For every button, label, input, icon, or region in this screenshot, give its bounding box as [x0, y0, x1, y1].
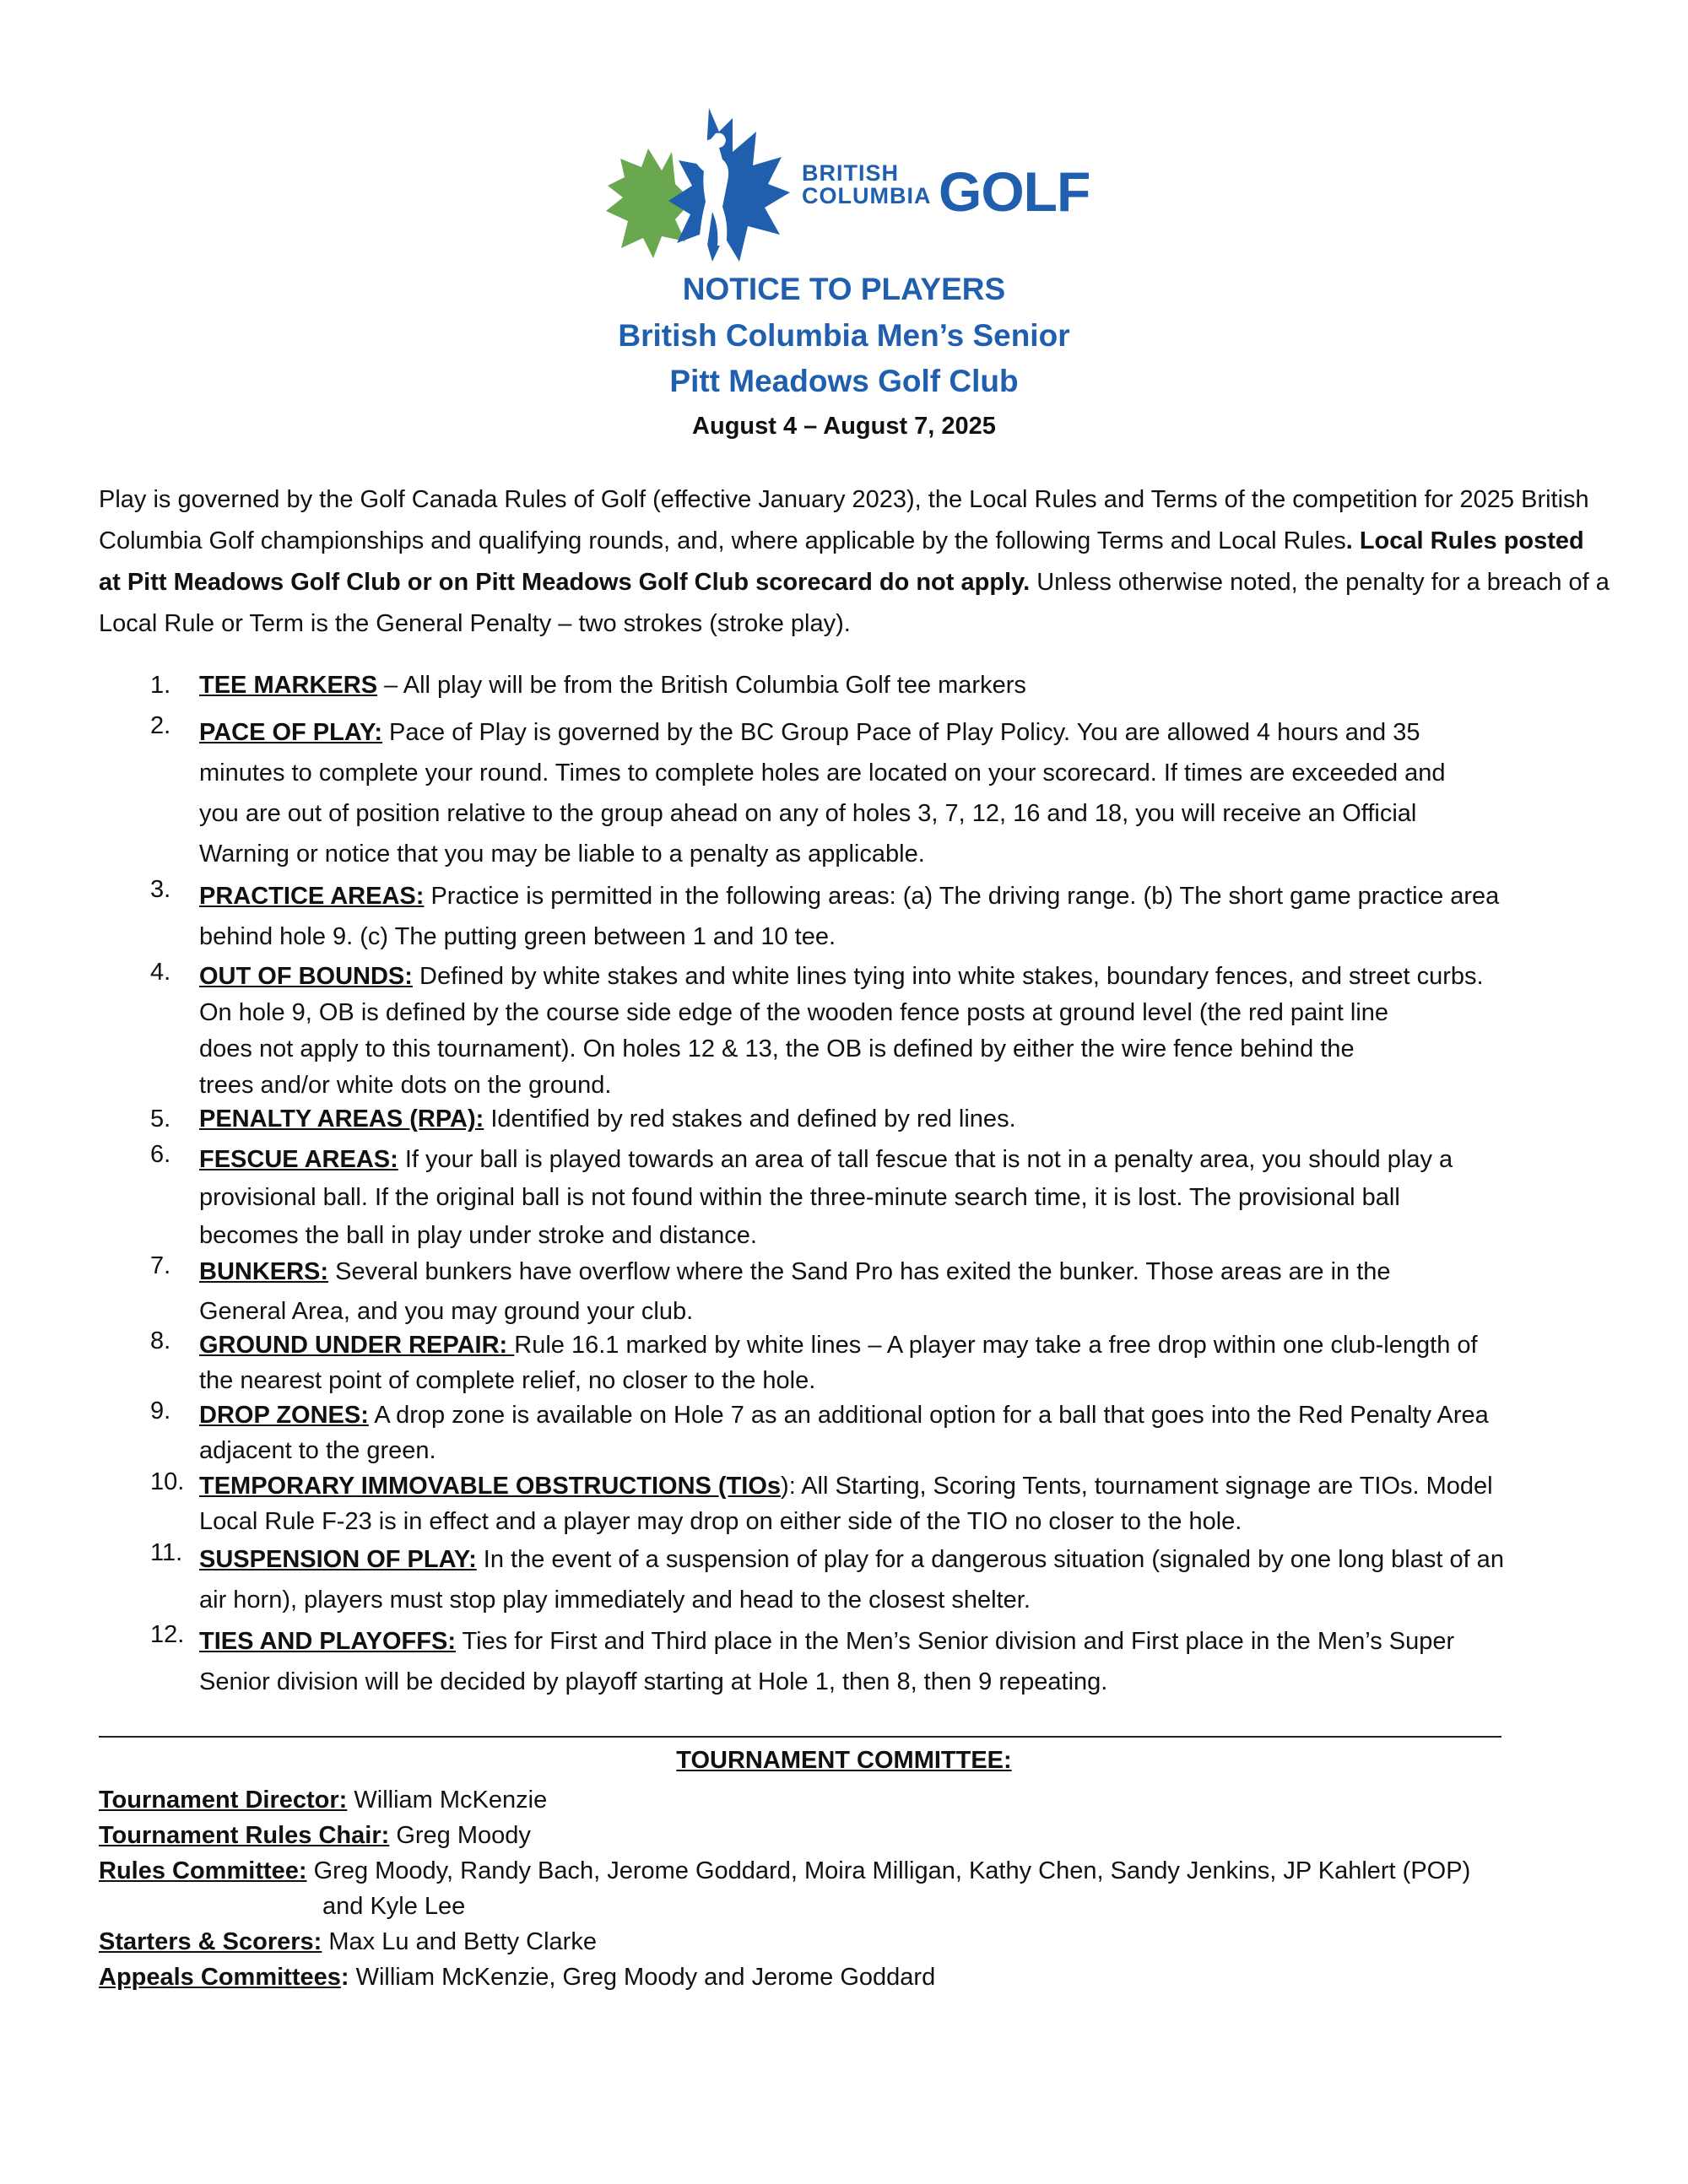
item-number: 7.	[150, 1252, 171, 1279]
committee-row	[99, 1787, 547, 1814]
committee-role: Tournament Rules Chair:	[99, 1822, 390, 1849]
item-text: becomes the ball in play under stroke and distance.	[199, 1222, 757, 1249]
item-text: the nearest point of complete relief, no closer to the hole.	[199, 1367, 816, 1394]
item-text: Ties for First and Third place in the Men’s Senior division and First place in the Men’s Super	[456, 1628, 1455, 1655]
item-number: 9.	[150, 1397, 171, 1424]
item-number: 5.	[150, 1106, 171, 1133]
item-number: 12.	[150, 1621, 185, 1648]
item-text: does not apply to this tournament). On holes 12 & 13, the OB is defined by either the wire fence behind the	[199, 1035, 1355, 1062]
item-heading: SUSPENSION OF PLAY:	[199, 1546, 477, 1573]
item-text: Local Rule F-23 is in effect and a player may drop on either side of the TIO no closer to the hole.	[199, 1508, 1242, 1535]
item-number: 3.	[150, 876, 171, 903]
item-text: – All play will be from the British Columbia Golf tee markers	[377, 672, 1026, 699]
item-number: 10.	[150, 1468, 185, 1495]
intro-dot: .	[1345, 527, 1353, 554]
item-text: Pace of Play is governed by the BC Group Pace of Play Policy. You are allowed 4 hours and 35	[382, 719, 1420, 746]
committee-members: Greg Moody	[389, 1822, 531, 1849]
item-number: 11.	[150, 1539, 183, 1566]
intro-text-2: Unless otherwise noted, the penalty for a breach of a Local Rule or Term is the General Penalty – two strokes (stroke play).	[99, 569, 1610, 637]
committee-role: Rules Committee:	[99, 1857, 307, 1884]
committee-role: Starters & Scorers:	[99, 1928, 322, 1955]
item-text: provisional ball. If the original ball is not found within the three-minute search time, it is lost. The provisional ball	[199, 1184, 1400, 1211]
item-text: General Area, and you may ground your club.	[199, 1298, 694, 1325]
item-text: ): All Starting, Scoring Tents, tournament signage are TIOs. Model	[781, 1473, 1493, 1500]
committee-row	[99, 1822, 531, 1850]
item-number: 1.	[150, 672, 171, 699]
intro-text-1: Play is governed by the Golf Canada Rules of Golf (effective January 2023), the Local Rules and Terms of the competition for 2025 British Columbia Golf championships and qualifying rounds, and, where applicable by the following Terms and Local Rules	[99, 486, 1589, 554]
british-columbia-golf-logo	[591, 93, 1097, 278]
committee-role: Tournament Director:	[99, 1787, 348, 1814]
item-text: If your ball is played towards an area of tall fescue that is not in a penalty area, you should play a	[398, 1146, 1453, 1173]
item-heading: DROP ZONES:	[199, 1402, 369, 1429]
item-heading: PENALTY AREAS (RPA):	[199, 1106, 484, 1133]
logo-golf: GOLF	[939, 160, 1090, 223]
item-text: On hole 9, OB is defined by the course side edge of the wooden fence posts at ground level (the red paint line	[199, 999, 1389, 1026]
item-number: 4.	[150, 959, 171, 986]
item-number: 2.	[150, 712, 171, 739]
item-text: trees and/or white dots on the ground.	[199, 1072, 612, 1099]
item-heading: TEE MARKERS	[199, 672, 378, 699]
item-heading: FESCUE AREAS:	[199, 1146, 398, 1173]
venue-title: Pitt Meadows Golf Club	[669, 364, 1019, 398]
item-text: Several bunkers have overflow where the Sand Pro has exited the bunker. Those areas are in the	[328, 1258, 1391, 1285]
item-text: Warning or notice that you may be liable to a penalty as applicable.	[199, 841, 925, 868]
intro-bold-notice: Local Rules posted at Pitt Meadows Golf Club or on Pitt Meadows Golf Club scorecard do not apply.	[99, 527, 1584, 596]
item-heading: GROUND UNDER REPAIR:	[199, 1332, 515, 1359]
item-text: In the event of a suspension of play for a dangerous situation (signaled by one long blast of an	[476, 1546, 1504, 1573]
item-heading: TEMPORARY IMMOVABLE OBSTRUCTIONS (TIOs	[199, 1473, 782, 1500]
intro-paragraph	[99, 479, 1610, 645]
committee-role: Appeals Committees	[99, 1964, 341, 1991]
section-divider	[99, 1736, 1501, 1738]
item-text: Senior division will be decided by playoff starting at Hole 1, then 8, then 9 repeating.	[199, 1668, 1108, 1695]
committee-members: and Kyle Lee	[322, 1893, 466, 1920]
item-heading: TIES AND PLAYOFFS:	[199, 1628, 456, 1655]
committee-members: William McKenzie, Greg Moody and Jerome Goddard	[349, 1964, 936, 1991]
logo-line1: BRITISH	[802, 160, 899, 186]
item-heading: PRACTICE AREAS:	[199, 883, 425, 910]
event-title: British Columbia Men’s Senior	[618, 318, 1070, 353]
committee-members: Max Lu and Betty Clarke	[322, 1928, 597, 1955]
item-text: Practice is permitted in the following areas: (a) The driving range. (b) The short game practice area	[424, 883, 1500, 910]
item-number: 8.	[150, 1327, 171, 1354]
committee-members: William McKenzie	[347, 1787, 548, 1814]
item-text: you are out of position relative to the group ahead on any of holes 3, 7, 12, 16 and 18, you will receive an Official	[199, 800, 1417, 827]
item-text: Defined by white stakes and white lines tying into white stakes, boundary fences, and street curbs.	[412, 963, 1484, 990]
item-text: adjacent to the green.	[199, 1437, 436, 1464]
item-text: A drop zone is available on Hole 7 as an additional option for a ball that goes into the Red Penalty Area	[368, 1402, 1489, 1429]
item-number: 6.	[150, 1141, 171, 1168]
committee-row	[99, 1857, 1470, 1885]
event-dates: August 4 – August 7, 2025	[692, 413, 996, 440]
item-text: minutes to complete your round. Times to complete holes are located on your scorecard. If times are exceeded and	[199, 760, 1446, 787]
item-text: Rule 16.1 marked by white lines – A player may take a free drop within one club-length of	[514, 1332, 1478, 1359]
item-text: air horn), players must stop play immediately and head to the closest shelter.	[199, 1587, 1031, 1614]
committee-row	[99, 1964, 935, 1992]
item-heading: OUT OF BOUNDS:	[199, 963, 413, 990]
logo-line2: COLUMBIA	[802, 183, 932, 208]
item-text: behind hole 9. (c) The putting green between 1 and 10 tee.	[199, 923, 836, 950]
item-text: Identified by red stakes and defined by red lines.	[484, 1106, 1016, 1133]
item-heading: PACE OF PLAY:	[199, 719, 382, 746]
committee-members: Greg Moody, Randy Bach, Jerome Goddard, Moira Milligan, Kathy Chen, Sandy Jenkins, JP Kahlert (POP)	[306, 1857, 1471, 1884]
logo-wordmark	[802, 160, 1090, 223]
item-heading: BUNKERS:	[199, 1258, 329, 1285]
committee-row-continued	[322, 1893, 465, 1921]
committee-role-colon: :	[340, 1964, 349, 1991]
notice-title: NOTICE TO PLAYERS	[682, 272, 1006, 306]
committee-title: TOURNAMENT COMMITTEE:	[676, 1747, 1012, 1774]
committee-row	[99, 1928, 597, 1956]
